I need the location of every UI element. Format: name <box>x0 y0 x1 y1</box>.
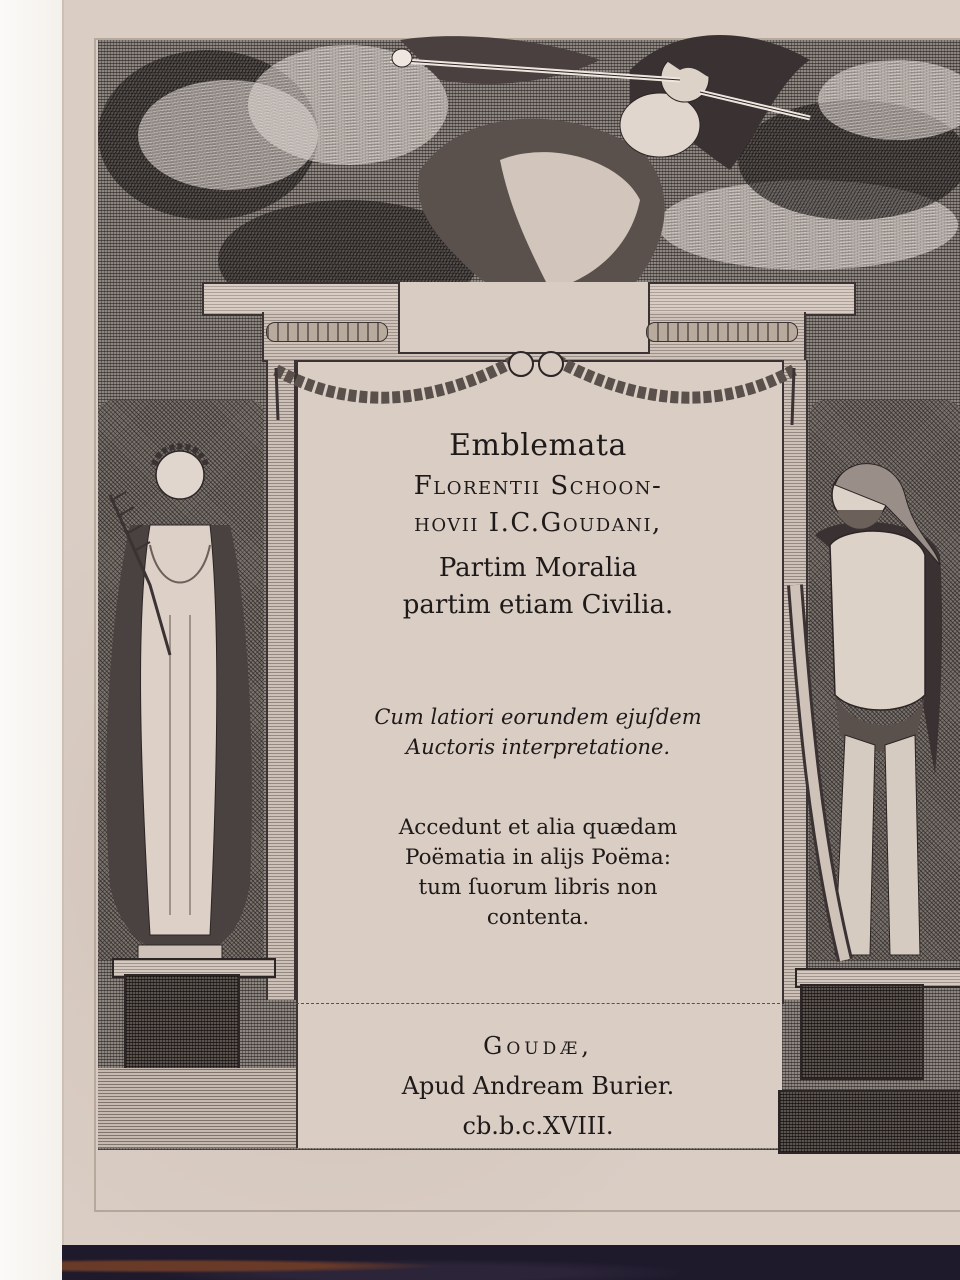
book-title: Emblemata <box>449 428 627 463</box>
left-base <box>98 1068 298 1148</box>
scroll-ornament <box>509 352 533 376</box>
author-line-text: hovii I.C.Goudani, <box>414 508 662 538</box>
ribbon <box>276 368 278 420</box>
egg-molding <box>266 322 388 342</box>
imprint-place: Goudæ, <box>483 1032 593 1060</box>
egg-molding <box>646 322 798 342</box>
feet-base <box>138 945 222 959</box>
right-statue-illustration <box>775 415 960 970</box>
interpretation-note <box>300 702 776 762</box>
trumpet-bell <box>392 49 412 67</box>
wing-shape <box>400 36 600 84</box>
fame-angel-illustration <box>380 0 820 320</box>
addition-line: Accedunt et alia quædam <box>398 815 678 840</box>
dashed-rule <box>296 1003 780 1004</box>
left-pedestal <box>124 974 240 1072</box>
scroll-ornament <box>539 352 563 376</box>
imprint <box>300 1026 776 1146</box>
addition-line: tum ſuorum libris non <box>418 875 658 900</box>
head-shape <box>156 451 204 499</box>
italic-line: Auctoris interpretatione. <box>405 735 671 759</box>
right-base <box>778 1090 960 1154</box>
italic-line: Cum latiori eorundem ejuſdem <box>374 705 702 729</box>
right-leg <box>885 735 920 955</box>
cornice-notch <box>398 282 650 354</box>
right-pedestal <box>800 984 924 1080</box>
subtitle-line: partim etiam Civilia. <box>402 590 674 620</box>
left-statue-illustration <box>90 415 270 965</box>
garland-right <box>556 360 794 398</box>
author-block <box>300 468 776 624</box>
imprint-publisher: Apud Andream Burier. <box>401 1072 675 1100</box>
background-cloth <box>62 1245 960 1280</box>
imprint-year: cb.b.c.XVIII. <box>462 1112 614 1140</box>
author-line <box>300 505 776 542</box>
garland-left <box>276 360 516 398</box>
torso-shape <box>830 531 925 710</box>
garland-illustration <box>266 350 806 430</box>
left-pilaster <box>266 360 296 1000</box>
author-line: Florentii Schoon- <box>413 471 663 501</box>
page-margin <box>0 0 62 1280</box>
addition-line: Poëmatia in alijs Poëma: <box>404 845 671 870</box>
additional-poems-note <box>300 813 776 933</box>
subtitle-line: Partim Moralia <box>438 553 638 583</box>
addition-line: contenta. <box>486 905 590 930</box>
torso-shape <box>620 93 700 157</box>
